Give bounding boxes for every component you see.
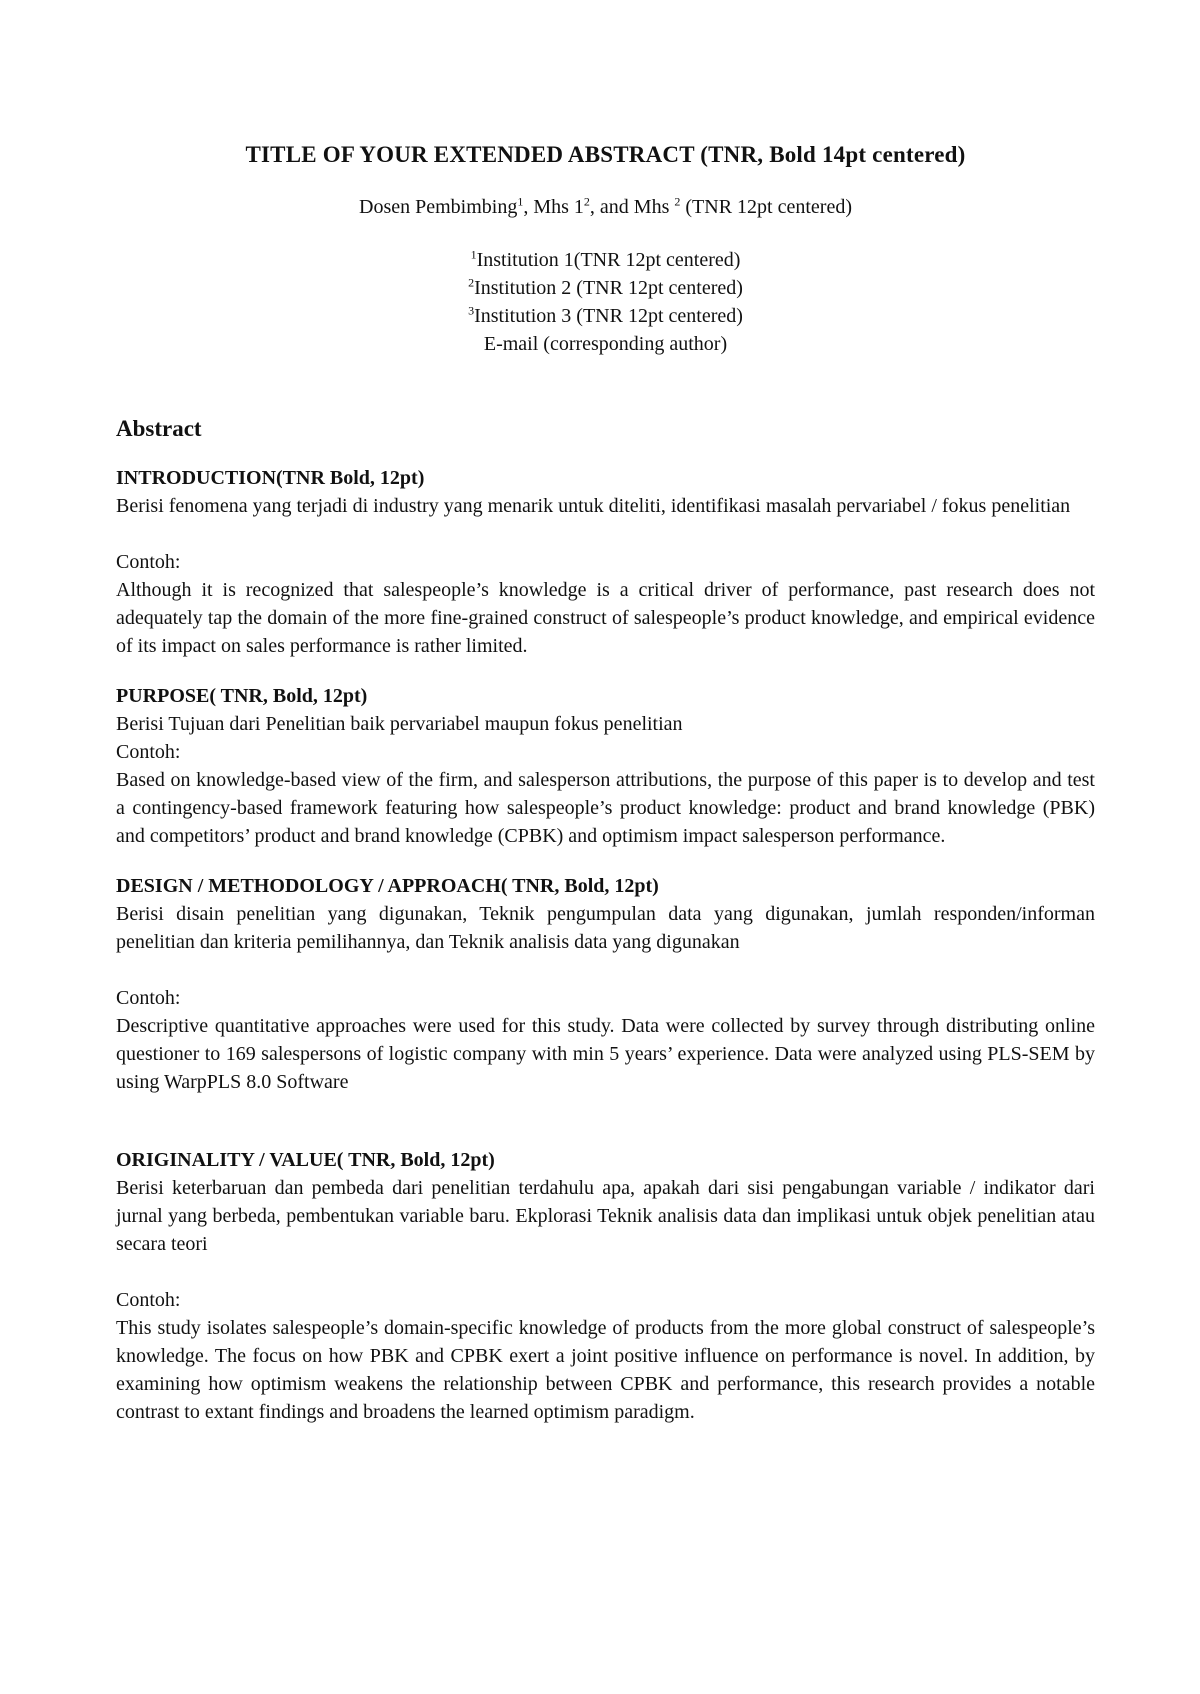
example-label: Contoh: xyxy=(116,1289,181,1311)
affiliation-1 xyxy=(116,246,1095,274)
example-label: Contoh: xyxy=(116,987,181,1009)
affiliation-1-text: Institution 1(TNR 12pt centered) xyxy=(476,249,741,271)
author-1: Dosen Pembimbing xyxy=(359,196,518,218)
example-text: This study isolates salespeople’s domain-specific knowledge of products from the more global construct of salespeople’s knowledge. The focus on how PBK and CPBK exert a joint positive influence on performance is novel. In addition, by examining how optimism weakens the relationship between CPBK and performance, this research provides a notable contrast to extant findings and broadens the learned optimism paradigm. xyxy=(116,1317,1095,1423)
affiliation-1-mark: 1 xyxy=(470,247,477,262)
author-note: (TNR 12pt centered) xyxy=(680,196,852,218)
author-line xyxy=(116,194,1095,220)
example-label: Contoh: xyxy=(116,551,181,573)
example-text: Descriptive quantitative approaches were used for this study. Data were collected by survey through distributing online questioner to 169 salespersons of logistic company with min 5 years’ experience. Data were analyzed using PLS-SEM by using WarpPLS 8.0 Software xyxy=(116,1015,1095,1093)
abstract-heading: Abstract xyxy=(116,416,202,441)
example-text: Based on knowledge-based view of the firm, and salesperson attributions, the purpose of this paper is to develop and test a contingency-based framework featuring how salespeople’s product knowledge: product and brand knowledge (PBK) and competitors’ product and brand knowledge (CPBK) and optimism impact salesperson performance. xyxy=(116,769,1095,847)
author-3-affil-mark: 2 xyxy=(674,194,681,209)
section-description: Berisi fenomena yang terjadi di industry yang menarik untuk diteliti, identifikasi masalah pervariabel / fokus penelitian xyxy=(116,495,1071,517)
page-content xyxy=(116,140,1095,1426)
author-2-affil-mark: 2 xyxy=(583,194,590,209)
section-description: Berisi Tujuan dari Penelitian baik pervariabel maupun fokus penelitian xyxy=(116,713,683,735)
affiliation-3 xyxy=(116,302,1095,330)
section-heading: INTRODUCTION(TNR Bold, 12pt) xyxy=(116,467,425,489)
author-2: , Mhs 1 xyxy=(523,196,584,218)
affiliation-2-mark: 2 xyxy=(468,275,475,290)
section-originality xyxy=(116,1146,1095,1426)
affiliation-3-text: Institution 3 (TNR 12pt centered) xyxy=(474,305,743,327)
example-text: Although it is recognized that salespeople’s knowledge is a critical driver of performance, past research does not adequately tap the domain of the more fine-grained construct of salespeople’s product knowledge, and empirical evidence of its impact on sales performance is rather limited. xyxy=(116,579,1095,657)
corresponding-email: E-mail (corresponding author) xyxy=(483,333,728,355)
affiliation-block xyxy=(116,246,1095,358)
affiliation-3-mark: 3 xyxy=(468,303,475,318)
document-title: TITLE OF YOUR EXTENDED ABSTRACT (TNR, Bold 14pt centered) xyxy=(245,142,966,167)
section-design xyxy=(116,872,1095,1096)
affiliation-2 xyxy=(116,274,1095,302)
section-heading: DESIGN / METHODOLOGY / APPROACH( TNR, Bold, 12pt) xyxy=(116,875,659,897)
author-1-affil-mark: 1 xyxy=(517,194,524,209)
example-label: Contoh: xyxy=(116,741,181,763)
affiliation-2-text: Institution 2 (TNR 12pt centered) xyxy=(474,277,743,299)
section-heading: PURPOSE( TNR, Bold, 12pt) xyxy=(116,685,368,707)
section-description: Berisi keterbaruan dan pembeda dari penelitian terdahulu apa, apakah dari sisi pengabungan variable / indikator dari jurnal yang berbeda, pembentukan variable baru. Ekplorasi Teknik analisis data dan implikasi untuk objek penelitian atau secara teori xyxy=(116,1177,1095,1255)
author-3: , and Mhs xyxy=(589,196,675,218)
section-introduction xyxy=(116,464,1095,660)
section-heading: ORIGINALITY / VALUE( TNR, Bold, 12pt) xyxy=(116,1149,495,1171)
section-purpose xyxy=(116,682,1095,850)
section-description: Berisi disain penelitian yang digunakan, Teknik pengumpulan data yang digunakan, jumlah responden/informan penelitian dan kriteria pemilihannya, dan Teknik analisis data yang digunakan xyxy=(116,903,1095,953)
